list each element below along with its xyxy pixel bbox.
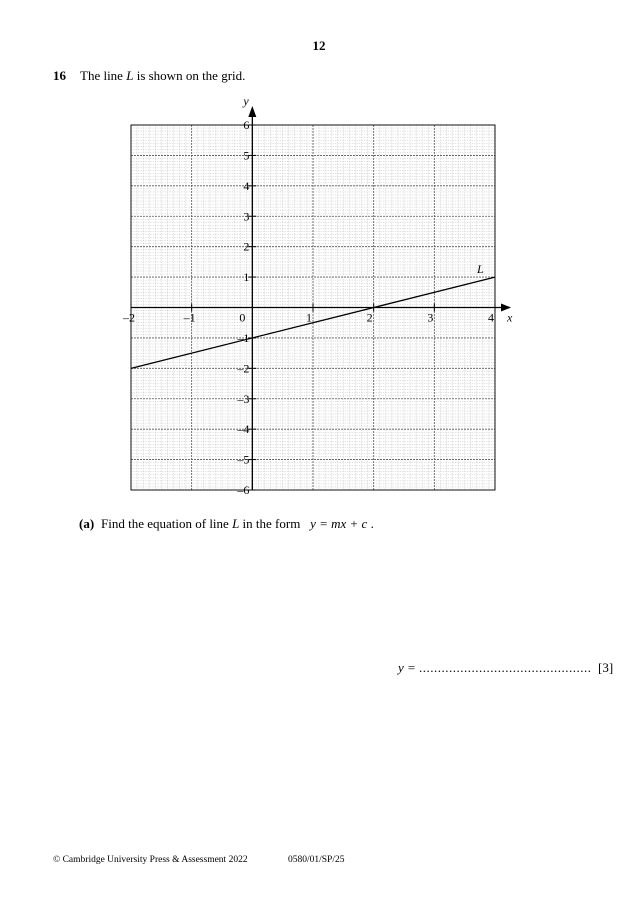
question-text-before: The line [80, 68, 127, 83]
x-tick-label: 4 [488, 310, 494, 325]
y-axis-arrow [248, 106, 256, 117]
part-a-text-end: . [367, 516, 374, 531]
x-tick-label: 2 [366, 310, 373, 325]
x-tick-label: 1 [306, 310, 312, 325]
y-tick-label: 5 [243, 148, 250, 163]
part-a-label: (a) [79, 516, 95, 531]
page-number: 12 [312, 38, 326, 53]
part-a-text-before: Find the equation of line [101, 516, 233, 531]
x-tick-label: –2 [123, 310, 135, 325]
answer-dots: .............................................. [419, 660, 592, 675]
y-tick-label: 3 [243, 209, 250, 224]
question-line-name: L [126, 68, 134, 83]
y-tick-label: –5 [237, 452, 250, 467]
answer-line [398, 660, 613, 676]
y-tick-label: –3 [237, 391, 250, 406]
answer-marks: [3] [598, 660, 614, 675]
y-tick-label: 6 [243, 118, 250, 132]
answer-prefix: y = [398, 660, 416, 675]
part-a-text-mid: in the form [239, 516, 301, 531]
x-tick-label: –1 [183, 310, 196, 325]
series-label-L: L [477, 262, 484, 277]
y-tick-label: –1 [237, 330, 250, 345]
footer-code: 0580/01/SP/25 [288, 855, 345, 865]
y-tick-label: –6 [237, 483, 250, 497]
y-tick-label: 4 [243, 178, 250, 193]
question-number: 16 [53, 68, 66, 83]
question-text-after: is shown on the grid. [133, 68, 246, 83]
y-tick-label: 2 [243, 239, 250, 254]
y-axis-label: y [243, 94, 249, 108]
part-a-text [101, 516, 374, 532]
y-tick-label: –4 [237, 422, 250, 437]
y-tick-label: –2 [237, 361, 250, 376]
x-tick-label: 3 [427, 310, 434, 325]
x-axis-label: x [507, 310, 513, 325]
part-a-formula: y = mx + c [310, 516, 368, 531]
footer-copyright: © Cambridge University Press & Assessment 2022 [53, 855, 248, 865]
tick-labels [122, 94, 513, 497]
x-tick-label: 0 [239, 310, 246, 325]
y-tick-label: 1 [243, 270, 250, 285]
part-a-line-name: L [232, 516, 240, 531]
